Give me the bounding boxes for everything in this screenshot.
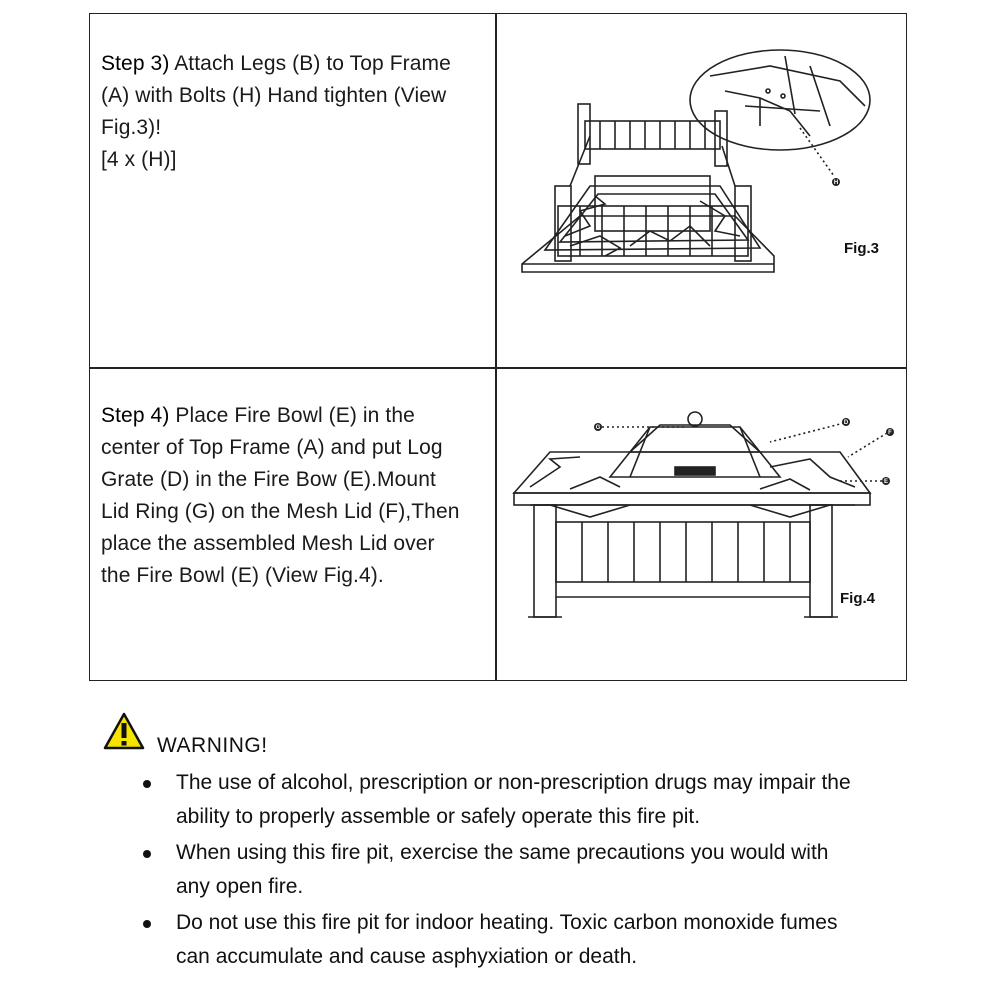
step-4-line-1: Step 4) Place Fire Bowl (E) in the xyxy=(101,404,415,427)
bullet-dot xyxy=(143,780,151,788)
fig-4-illustration xyxy=(510,397,895,627)
step-4-line-6: the Fire Bowl (E) (View Fig.4). xyxy=(101,564,384,587)
step-3-line-3: Fig.3)! xyxy=(101,116,162,139)
step-3-line-1: Step 3) Attach Legs (B) to Top Frame xyxy=(101,52,451,75)
warning-list xyxy=(143,766,923,976)
step-4-line-2: center of Top Frame (A) and put Log xyxy=(101,436,443,459)
warning-title: WARNING! xyxy=(157,734,268,757)
warning-triangle-icon xyxy=(103,712,145,750)
assembly-steps-table xyxy=(89,13,907,681)
callout-letter-h: H xyxy=(833,180,839,186)
step-3-line-4: [4 x (H)] xyxy=(101,148,177,171)
warning-item: When using this fire pit, exercise the same precautions you would with any open fire. xyxy=(143,836,923,904)
step-4-line-5: place the assembled Mesh Lid over xyxy=(101,532,435,555)
step-4-instructions xyxy=(101,400,486,592)
warning-item: Do not use this fire pit for indoor heating. Toxic carbon monoxide fumes can accumulate and cause asphyxiation or death. xyxy=(143,906,923,974)
callout-letter-e: E xyxy=(883,479,889,485)
row-divider xyxy=(90,367,906,369)
callout-letter-f: F xyxy=(888,430,892,436)
bullet-dot xyxy=(143,850,151,858)
step-4-line-4: Lid Ring (G) on the Mesh Lid (F),Then xyxy=(101,500,460,523)
fig-3-illustration xyxy=(510,36,895,356)
column-divider xyxy=(495,14,497,680)
callout-letter-g: G xyxy=(595,425,601,431)
fig-3-label: Fig.3 xyxy=(844,240,880,257)
step-4-line-3: Grate (D) in the Fire Bow (E).Mount xyxy=(101,468,436,491)
fig-4-label: Fig.4 xyxy=(840,590,876,607)
callout-letter-d: D xyxy=(843,420,849,426)
warning-item: The use of alcohol, prescription or non-prescription drugs may impair the ability to properly assemble or safely operate this fire pit. xyxy=(143,766,923,834)
step-3-label: Step 3) xyxy=(101,52,170,75)
bullet-dot xyxy=(143,920,151,928)
step-3-instructions xyxy=(101,48,486,176)
step-3-line-2: (A) with Bolts (H) Hand tighten (View xyxy=(101,84,447,107)
step-4-label: Step 4) xyxy=(101,404,170,427)
